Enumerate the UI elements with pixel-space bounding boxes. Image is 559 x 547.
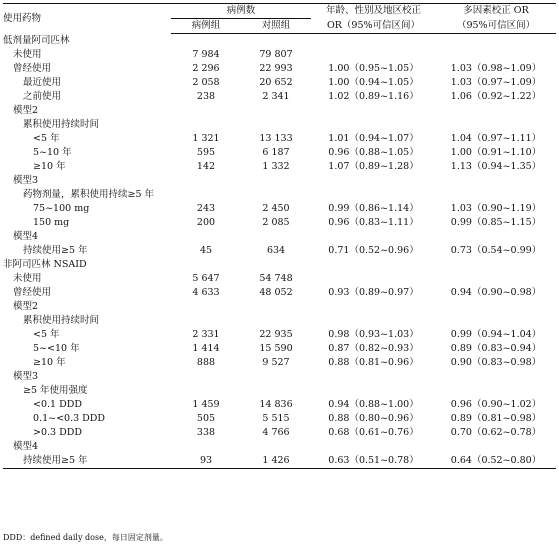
table-row	[3, 90, 556, 104]
header-adj2-line2: （95%可信区间）	[436, 19, 556, 34]
case-count	[171, 300, 241, 314]
multivariable-or: 1.04（0.97~1.11）	[450, 133, 542, 144]
table-row	[3, 286, 556, 300]
control-count: 634	[266, 245, 286, 256]
table-row	[3, 104, 556, 118]
header-adj2-line1: 多因素校正 OR	[436, 4, 556, 19]
case-count: 142	[196, 161, 216, 172]
row-label: 模型4	[13, 231, 39, 242]
control-count	[241, 174, 311, 188]
adjusted-or: 1.07（0.89~1.28）	[328, 161, 419, 172]
multivariable-or	[436, 104, 556, 118]
adjusted-or: 0.98（0.93~1.03）	[328, 329, 419, 340]
control-count: 2 085	[262, 217, 290, 228]
table-row	[3, 258, 556, 272]
table-row	[3, 426, 556, 440]
control-count	[241, 118, 311, 132]
document-page	[0, 3, 559, 547]
table-row	[3, 328, 556, 342]
row-label: 曾经使用	[13, 287, 52, 298]
table-row	[3, 34, 556, 49]
control-count	[241, 440, 311, 454]
header-cases: 病例数	[171, 4, 311, 19]
row-label: 累积使用持续时间	[23, 119, 100, 130]
adjusted-or: 1.01（0.94~1.07）	[328, 133, 419, 144]
case-count: 243	[196, 203, 216, 214]
row-label: 模型2	[13, 105, 39, 116]
adjusted-or	[311, 300, 436, 314]
row-label: 持续使用≥5 年	[23, 245, 88, 256]
control-count	[241, 188, 311, 202]
multivariable-or	[436, 314, 556, 328]
case-count	[171, 314, 241, 328]
multivariable-or	[436, 440, 556, 454]
control-count	[241, 300, 311, 314]
adjusted-or	[311, 384, 436, 398]
control-count	[241, 370, 311, 384]
table-row	[3, 314, 556, 328]
table-row	[3, 216, 556, 230]
case-count	[171, 104, 241, 118]
row-label: 最近使用	[23, 77, 62, 88]
row-label: <5 年	[33, 329, 60, 340]
case-count: 238	[196, 91, 216, 102]
table-row	[3, 230, 556, 244]
table-row	[3, 412, 556, 426]
row-label: ≥10 年	[33, 357, 66, 368]
row-label: 模型2	[13, 301, 39, 312]
multivariable-or: 0.73（0.54~0.99）	[450, 245, 542, 256]
table-row	[3, 384, 556, 398]
adjusted-or: 1.00（0.95~1.05）	[328, 63, 419, 74]
case-count: 595	[196, 147, 216, 158]
multivariable-or: 1.00（0.91~1.10）	[450, 147, 542, 158]
adjusted-or	[311, 440, 436, 454]
row-label: 药物剂量，累积使用持续≥5 年	[23, 189, 155, 200]
table-row	[3, 272, 556, 286]
row-label: 5~<10 年	[33, 343, 80, 354]
case-count: 2 058	[192, 77, 220, 88]
multivariable-or: 0.99（0.85~1.15）	[450, 217, 542, 228]
adjusted-or	[311, 34, 436, 49]
adjusted-or	[311, 314, 436, 328]
control-count	[241, 34, 311, 49]
control-count	[241, 104, 311, 118]
table-row	[3, 62, 556, 76]
case-count	[171, 174, 241, 188]
header-adj1-line1: 年龄、性别及地区校正	[311, 4, 436, 19]
case-count	[171, 370, 241, 384]
control-count: 15 590	[259, 343, 293, 354]
case-count: 200	[196, 217, 216, 228]
control-count: 2 341	[262, 91, 290, 102]
row-label: 累积使用持续时间	[23, 315, 100, 326]
case-count: 4 633	[192, 287, 220, 298]
adjusted-or: 0.96（0.83~1.11）	[328, 217, 419, 228]
header-adj1-line2: OR（95%可信区间）	[311, 19, 436, 34]
control-count: 14 836	[259, 399, 293, 410]
row-label: 模型3	[13, 175, 39, 186]
adjusted-or	[311, 370, 436, 384]
multivariable-or: 0.70（0.62~0.78）	[450, 427, 542, 438]
adjusted-or: 0.94（0.88~1.00）	[328, 399, 419, 410]
case-count: 1 459	[192, 399, 220, 410]
adjusted-or: 0.88（0.81~0.96）	[328, 357, 419, 368]
control-count: 54 748	[259, 273, 293, 284]
table-row	[3, 440, 556, 454]
multivariable-or: 1.03（0.98~1.09）	[450, 63, 542, 74]
multivariable-or: 0.89（0.81~0.98）	[450, 413, 542, 424]
row-label: ≥5 年使用强度	[23, 385, 88, 396]
adjusted-or: 1.02（0.89~1.16）	[328, 91, 419, 102]
case-count	[171, 440, 241, 454]
multivariable-or	[436, 174, 556, 188]
control-count: 48 052	[259, 287, 293, 298]
table-row	[3, 398, 556, 412]
multivariable-or: 1.13（0.94~1.35）	[450, 161, 542, 172]
table-row	[3, 342, 556, 356]
case-count: 888	[196, 357, 216, 368]
multivariable-or: 0.99（0.94~1.04）	[450, 329, 542, 340]
case-count: 93	[171, 454, 241, 469]
multivariable-or	[436, 34, 556, 49]
case-count: 5 647	[192, 273, 220, 284]
multivariable-or: 1.03（0.90~1.19）	[450, 203, 542, 214]
multivariable-or	[436, 230, 556, 244]
adjusted-or	[311, 230, 436, 244]
table-row	[3, 174, 556, 188]
control-count	[241, 314, 311, 328]
table-row	[3, 76, 556, 90]
case-count	[171, 258, 241, 272]
control-count: 79 807	[259, 49, 293, 60]
adjusted-or	[311, 174, 436, 188]
adjusted-or	[311, 188, 436, 202]
adjusted-or: 0.87（0.82~0.93）	[328, 343, 419, 354]
table-row	[3, 454, 556, 469]
row-label: 模型3	[13, 371, 39, 382]
table-row	[3, 202, 556, 216]
adjusted-or: 0.99（0.86~1.14）	[328, 203, 419, 214]
case-count	[171, 230, 241, 244]
adjusted-or	[311, 118, 436, 132]
row-label: 未使用	[13, 49, 42, 60]
row-label: 75~100 mg	[33, 203, 90, 214]
table-row	[3, 146, 556, 160]
row-label: 5~10 年	[33, 147, 72, 158]
table-row	[3, 244, 556, 258]
multivariable-or: 1.03（0.97~1.09）	[450, 77, 542, 88]
row-label: 之前使用	[23, 91, 62, 102]
case-count: 7 984	[192, 49, 220, 60]
multivariable-or	[436, 188, 556, 202]
case-count: 1 321	[192, 133, 220, 144]
case-count: 338	[196, 427, 216, 438]
header-case-group: 病例组	[171, 19, 241, 34]
multivariable-or: 0.94（0.90~0.98）	[450, 287, 542, 298]
adjusted-or: 0.68（0.61~0.76）	[328, 427, 419, 438]
row-label: 未使用	[13, 273, 42, 284]
multivariable-or	[436, 384, 556, 398]
table-row	[3, 132, 556, 146]
case-count: 2 331	[192, 329, 220, 340]
adjusted-or: 0.63（0.51~0.78）	[311, 454, 436, 469]
case-count	[171, 34, 241, 49]
results-table	[3, 3, 556, 469]
adjusted-or	[311, 258, 436, 272]
row-label: 持续使用≥5 年	[3, 454, 171, 469]
table-row	[3, 48, 556, 62]
multivariable-or	[436, 48, 556, 62]
row-label: 0.1~<0.3 DDD	[33, 413, 106, 424]
table-row	[3, 188, 556, 202]
control-count: 20 652	[259, 77, 293, 88]
header-drug: 使用药物	[3, 4, 171, 34]
row-label: 模型4	[13, 441, 39, 452]
adjusted-or	[311, 48, 436, 62]
multivariable-or: 0.89（0.83~0.94）	[450, 343, 542, 354]
control-count: 6 187	[262, 147, 290, 158]
row-label: >0.3 DDD	[33, 427, 82, 438]
adjusted-or: 1.00（0.94~1.05）	[328, 77, 419, 88]
row-label: <5 年	[33, 133, 60, 144]
adjusted-or: 0.93（0.89~0.97）	[328, 287, 419, 298]
adjusted-or	[311, 272, 436, 286]
control-count: 22 935	[259, 329, 293, 340]
control-count: 5 515	[262, 413, 290, 424]
table-body	[3, 34, 556, 469]
table-row	[3, 356, 556, 370]
multivariable-or	[436, 272, 556, 286]
row-label: 低剂量阿司匹林	[3, 34, 70, 46]
control-count	[241, 384, 311, 398]
multivariable-or: 0.96（0.90~1.02）	[450, 399, 542, 410]
control-count: 1 332	[262, 161, 290, 172]
multivariable-or	[436, 258, 556, 272]
footnote: DDD：defined daily dose，每日固定剂量。	[3, 533, 168, 542]
control-count: 4 766	[262, 427, 290, 438]
row-label: 曾经使用	[13, 63, 52, 74]
header-control-group: 对照组	[241, 19, 311, 34]
case-count: 505	[196, 413, 216, 424]
table-row	[3, 160, 556, 174]
adjusted-or: 0.71（0.52~0.96）	[328, 245, 419, 256]
multivariable-or: 1.06（0.92~1.22）	[450, 91, 542, 102]
control-count	[241, 230, 311, 244]
multivariable-or	[436, 370, 556, 384]
control-count: 13 133	[259, 133, 293, 144]
case-count	[171, 118, 241, 132]
table-row	[3, 300, 556, 314]
row-label: 150 mg	[33, 217, 70, 228]
multivariable-or: 0.64（0.52~0.80）	[436, 454, 556, 469]
multivariable-or	[436, 300, 556, 314]
case-count	[171, 384, 241, 398]
multivariable-or	[436, 118, 556, 132]
control-count	[241, 258, 311, 272]
row-label: 非阿司匹林 NSAID	[3, 259, 87, 270]
table-row	[3, 370, 556, 384]
table-row	[3, 118, 556, 132]
adjusted-or	[311, 104, 436, 118]
case-count	[171, 188, 241, 202]
adjusted-or: 0.88（0.80~0.96）	[328, 413, 419, 424]
multivariable-or: 0.90（0.83~0.98）	[450, 357, 542, 368]
case-count: 2 296	[192, 63, 220, 74]
control-count: 9 527	[262, 357, 290, 368]
row-label: ≥10 年	[33, 161, 66, 172]
adjusted-or: 0.96（0.88~1.05）	[328, 147, 419, 158]
case-count: 45	[199, 245, 213, 256]
control-count: 1 426	[241, 454, 311, 469]
case-count: 1 414	[192, 343, 220, 354]
control-count: 22 993	[259, 63, 293, 74]
control-count: 2 450	[262, 203, 290, 214]
row-label: <0.1 DDD	[33, 399, 82, 410]
